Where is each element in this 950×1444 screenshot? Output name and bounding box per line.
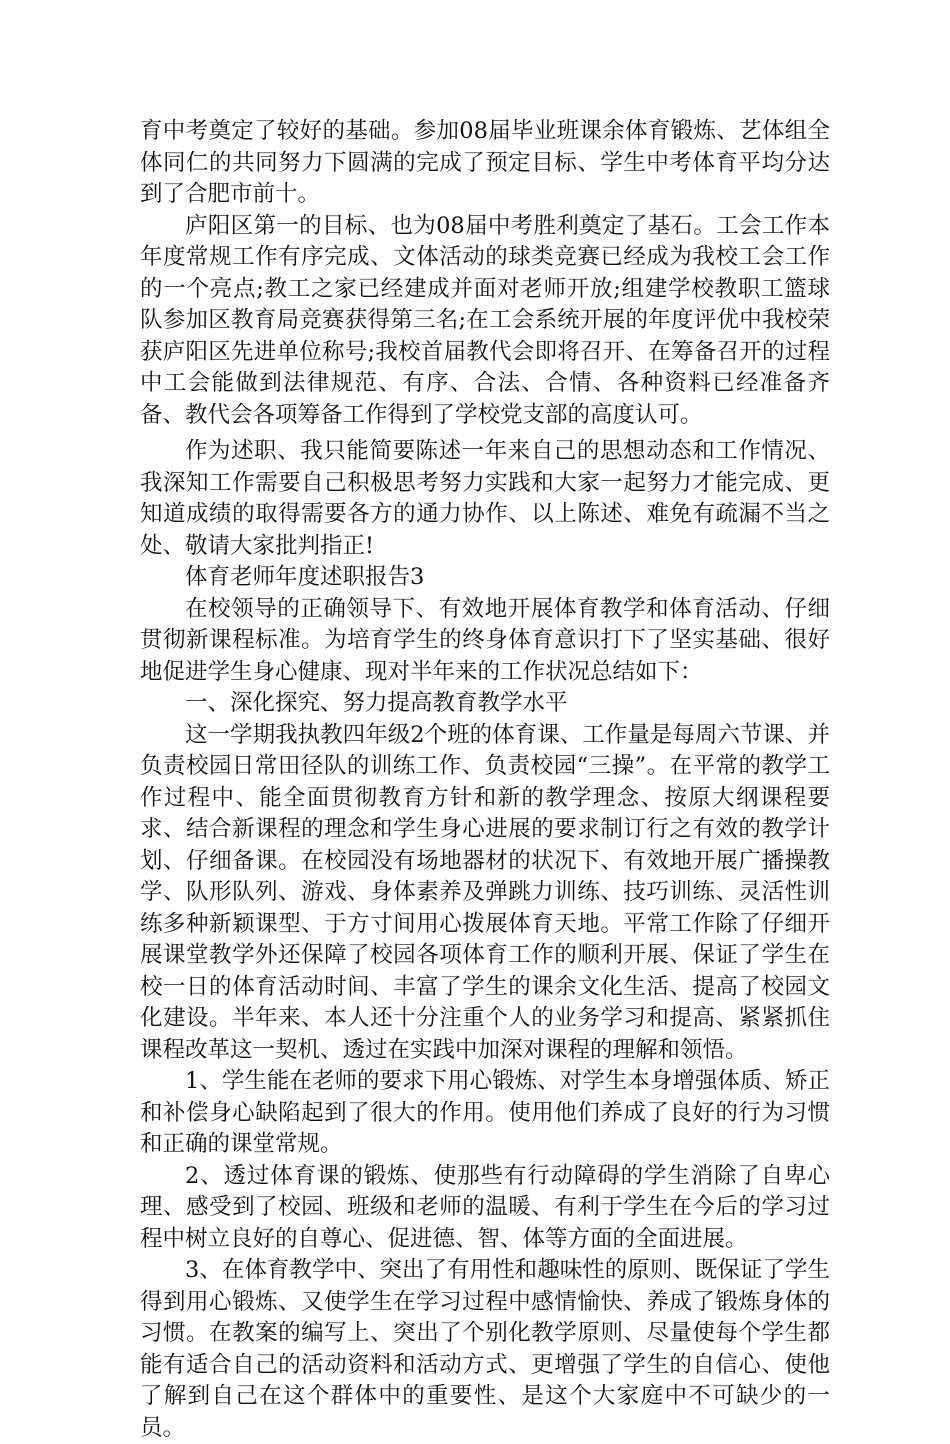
report-title: 体育老师年度述职报告3	[185, 564, 425, 590]
paragraph-continued: 育中考奠定了较好的基础。参加08届毕业班课余体育锻炼、艺体组全体同仁的共同努力下圆满的完成了预定目标、学生中考体育平均分达到了合肥市前十。	[140, 118, 830, 207]
paragraph-closing-remarks: 作为述职、我只能简要陈述一年来自己的思想动态和工作情况、我深知工作需要自己积极思考努力实践和大家一起努力才能完成、更知道成绩的取得需要各方的通力协作、以上陈述、难免有疏漏不当之处、敬请大家批判指正!	[140, 438, 830, 559]
list-item-2: 2、透过体育课的锻炼、使那些有行动障碍的学生消除了自卑心理、感受到了校园、班级和老师的温暖、有利于学生在今后的学习过程中树立良好的自尊心、促进德、智、体等方面的全面进展。	[140, 1162, 830, 1252]
list-item-3: 3、在体育教学中、突出了有用性和趣味性的原则、既保证了学生得到用心锻炼、又使学生在学习过程中感情愉快、养成了锻炼身体的习惯。在教案的编写上、突出了个别化教学原则、尽量使每个学生都能有适合自己的活动资料和活动方式、更增强了学生的自信心、使他了解到自己在这个群体中的重要性、是这个大家庭中不可缺少的一员。	[140, 1257, 830, 1441]
document-body	[140, 116, 830, 1444]
paragraph-teaching-work: 这一学期我执教四年级2个班的体育课、工作量是每周六节课、并负责校园日常田径队的训练工作、负责校园“三操”。在平常的教学工作过程中、能全面贯彻教育方针和新的教学理念、按原大纲课程要求、结合新课程的理念和学生身心进展的要求制订行之有效的教学计划、仔细备课。在校园没有场地器材的状况下、有效地开展广播操教学、队形队列、游戏、身体素养及弹跳力训练、技巧训练、灵活性训练多种新颖课型、于方寸间用心拨展体育天地。平常工作除了仔细开展课堂教学外还保障了校园各项体育工作的顺利开展、保证了学生在校一日的体育活动时间、丰富了学生的课余文化生活、提高了校园文化建设。半年来、本人还十分注重个人的业务学习和提高、紧紧抓住课程改革这一契机、透过在实践中加深对课程的理解和领悟。	[140, 721, 830, 1063]
list-item-1: 1、学生能在老师的要求下用心锻炼、对学生本身增强体质、矫正和补偿身心缺陷起到了很大的作用。使用他们养成了良好的行为习惯和正确的课堂常规。	[140, 1068, 830, 1157]
section-heading: 一、深化探究、努力提高教育教学水平	[185, 690, 568, 716]
paragraph-intro: 在校领导的正确领导下、有效地开展体育教学和体育活动、仔细贯彻新课程标准。为培育学生的终身体育意识打下了坚实基础、很好地促进学生身心健康、现对半年来的工作状况总结如下：	[140, 595, 830, 685]
paragraph-union-work: 庐阳区第一的目标、也为08届中考胜利奠定了基石。工会工作本年度常规工作有序完成、文体活动的球类竞赛已经成为我校工会工作的一个亮点;教工之家已经建成并面对老师开放;组建学校教职工篮球队参加区教育局竞赛获得第三名;在工会系统开展的年度评优中我校荣获庐阳区先进单位称号;我校首届教代会即将召开、在筹备召开的过程中工会能做到法律规范、有序、合法、合情、各种资料已经准备齐备、教代会各项筹备工作得到了学校党支部的高度认可。	[140, 212, 830, 428]
